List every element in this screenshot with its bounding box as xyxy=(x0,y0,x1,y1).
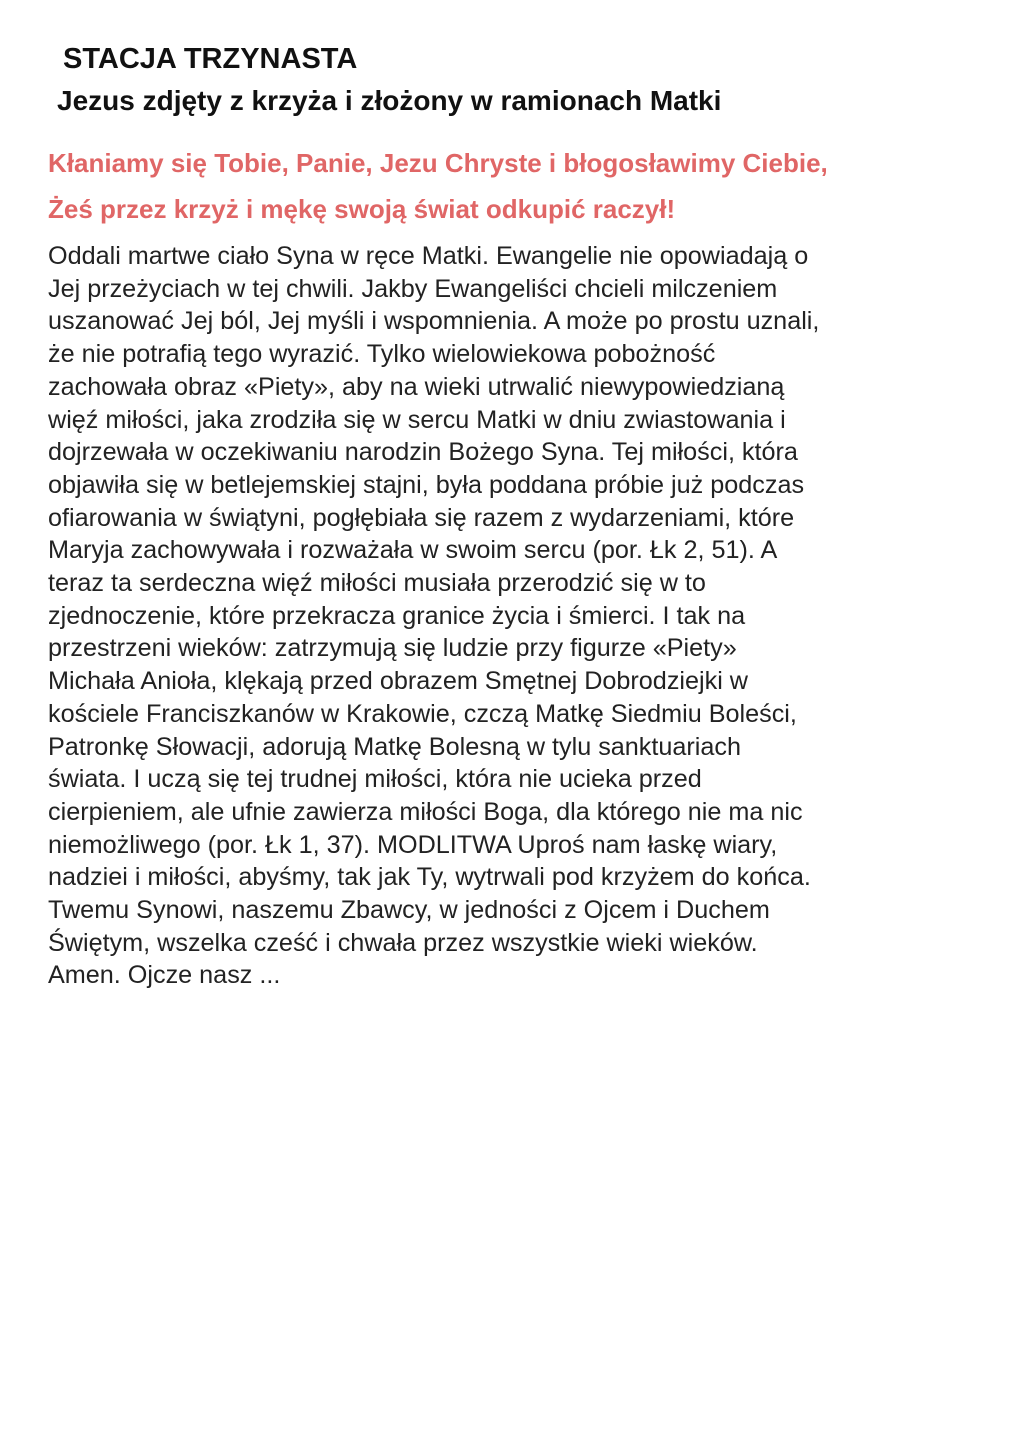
meditation-line: Świętym, wszelka cześć i chwała przez wszystkie wieki wieków. xyxy=(48,928,758,957)
meditation-line: więź miłości, jaka zrodziła się w sercu Matki w dniu zwiastowania i xyxy=(48,405,786,434)
meditation-line: niemożliwego (por. Łk 1, 37). MODLITWA Uproś nam łaskę wiary, xyxy=(48,830,778,859)
meditation-line: Michała Anioła, klękają przed obrazem Smętnej Dobrodziejki w xyxy=(48,667,748,696)
meditation-line: Jej przeżyciach w tej chwili. Jakby Ewangeliści chcieli milczeniem xyxy=(48,274,778,303)
acclamation-line: Kłaniamy się Tobie, Panie, Jezu Chryste i błogosławimy Ciebie, xyxy=(48,148,828,178)
meditation-line: świata. I uczą się tej trudnej miłości, która nie ucieka przed xyxy=(48,765,702,794)
acclamation-line: Żeś przez krzyż i mękę swoją świat odkupić raczył! xyxy=(48,194,676,224)
meditation-line: cierpieniem, ale ufnie zawierza miłości Boga, dla którego nie ma nic xyxy=(48,797,803,826)
meditation-line: objawiła się w betlejemskiej stajni, była poddana próbie już podczas xyxy=(48,470,805,499)
meditation-line: Maryja zachowywała i rozważała w swoim sercu (por. Łk 2, 51). A xyxy=(48,536,778,565)
acclamation-block xyxy=(48,140,988,232)
meditation-line: Twemu Synowi, naszemu Zbawcy, w jedności z Ojcem i Duchem xyxy=(48,896,770,925)
meditation-line: że nie potrafią tego wyrazić. Tylko wielowiekowa pobożność xyxy=(48,340,716,369)
meditation-line: zachowała obraz «Piety», aby na wieki utrwalić niewypowiedzianą xyxy=(48,372,785,401)
meditation-line: nadziei i miłości, abyśmy, tak jak Ty, wytrwali pod krzyżem do końca. xyxy=(48,863,811,892)
meditation-line: teraz ta serdeczna więź miłości musiała przerodzić się w to xyxy=(48,569,706,598)
meditation-line: uszanować Jej ból, Jej myśli i wspomnienia. A może po prostu uznali, xyxy=(48,307,820,336)
meditation-line: Amen. Ojcze nasz ... xyxy=(48,961,281,990)
meditation-line: Oddali martwe ciało Syna w ręce Matki. Ewangelie nie opowiadają o xyxy=(48,242,809,270)
station-number-heading: STACJA TRZYNASTA xyxy=(63,43,358,75)
meditation-line: zjednoczenie, które przekracza granice życia i śmierci. I tak na xyxy=(48,601,746,630)
meditation-line: ofiarowania w świątyni, pogłębiała się razem z wydarzeniami, które xyxy=(48,503,795,532)
meditation-text xyxy=(48,240,968,992)
meditation-line: Patronkę Słowacji, adorują Matkę Bolesną w tylu sanktuariach xyxy=(48,732,742,761)
meditation-line: kościele Franciszkanów w Krakowie, czczą Matkę Siedmiu Boleści, xyxy=(48,699,797,728)
meditation-line: przestrzeni wieków: zatrzymują się ludzie przy figurze «Piety» xyxy=(48,634,737,663)
meditation-line: dojrzewała w oczekiwaniu narodzin Bożego Syna. Tej miłości, która xyxy=(48,438,798,467)
station-title-heading: Jezus zdjęty z krzyża i złożony w ramionach Matki xyxy=(57,85,722,116)
